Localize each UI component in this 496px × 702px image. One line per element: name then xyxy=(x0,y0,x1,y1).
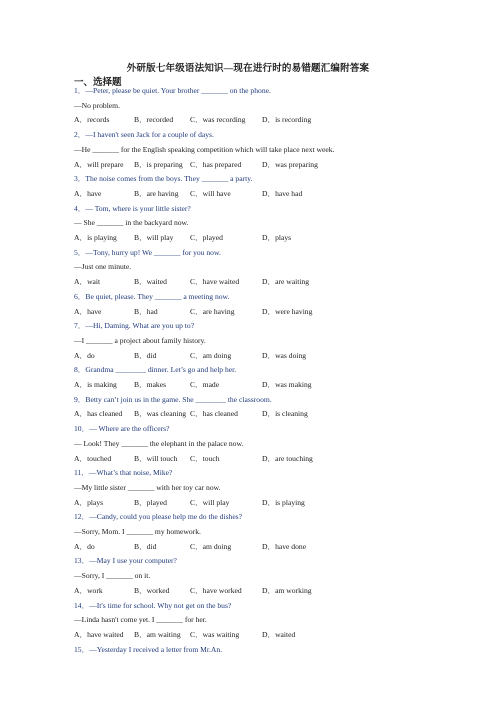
option-a[interactable]: A．work xyxy=(74,585,103,595)
document-title: 外研版七年级语法知识—现在进行时的易错题汇编附答案 xyxy=(126,64,370,74)
option-b[interactable]: B．waited xyxy=(134,277,167,287)
option-b[interactable]: B．are having xyxy=(134,188,179,198)
option-a[interactable]: A．wait xyxy=(74,277,101,287)
option-c[interactable]: C．have waited xyxy=(190,277,240,287)
dialogue-line: —Sorry, Mom. I _______ my homework. xyxy=(74,527,201,536)
option-b[interactable]: B．did xyxy=(134,541,157,551)
question-3 xyxy=(74,174,252,184)
option-d[interactable]: D．have done xyxy=(262,541,307,551)
option-a[interactable]: A．have xyxy=(74,188,102,198)
option-a[interactable]: A．do xyxy=(74,541,95,551)
dialogue-line: —Sorry, I _______ on it. xyxy=(74,571,151,581)
option-b[interactable]: B．is preparing xyxy=(134,159,183,169)
option-c[interactable]: C．made xyxy=(190,380,220,389)
question-text: —Peter, please be quiet. Your brother _______ on the phone. xyxy=(85,86,271,95)
question-text: —Hi, Daming. What are you up to? xyxy=(85,321,195,331)
option-b[interactable]: B．recorded xyxy=(134,115,174,125)
question-text: Be quiet, please. They _______ a meeting now. xyxy=(85,291,230,301)
option-c[interactable]: C．was recording xyxy=(190,115,246,125)
option-d[interactable]: D．was doing xyxy=(262,350,307,360)
option-b[interactable]: B．worked xyxy=(134,585,170,595)
question-15 xyxy=(74,645,222,655)
question-10 xyxy=(74,424,169,434)
option-b[interactable]: B．had xyxy=(134,306,158,316)
question-number: 10． xyxy=(74,424,90,434)
question-text: —I haven't seen Jack for a couple of days. xyxy=(85,130,214,140)
option-c[interactable]: C．will play xyxy=(190,497,230,507)
question-text: The noise comes from the boys. They _______ a party. xyxy=(85,174,253,184)
option-d[interactable]: D．am working xyxy=(262,585,312,595)
question-number: 13． xyxy=(74,556,90,566)
option-c[interactable]: C．has prepared xyxy=(190,159,242,169)
question-number: 8． xyxy=(74,365,86,375)
option-b[interactable]: B．will touch xyxy=(134,453,178,463)
option-c[interactable]: C．touch xyxy=(190,453,220,463)
option-c[interactable]: C．has cleaned xyxy=(190,409,238,419)
option-d[interactable]: D．was making xyxy=(262,380,312,389)
option-a[interactable]: A．records xyxy=(74,115,110,125)
option-c[interactable]: C．will have xyxy=(190,188,231,198)
option-b[interactable]: B．played xyxy=(134,497,167,507)
question-text: — Where are the officers? xyxy=(89,424,170,434)
option-b[interactable]: B．will play xyxy=(134,233,174,242)
option-c[interactable]: C．am doing xyxy=(190,541,232,551)
dialogue-line: —My little sister _______ with her toy car now. xyxy=(74,482,221,492)
option-d[interactable]: D．are waiting xyxy=(262,277,310,287)
option-b[interactable]: B．am waiting xyxy=(134,629,181,639)
question-number: 9． xyxy=(74,394,86,404)
option-c[interactable]: C．are having xyxy=(190,306,235,316)
dialogue-line: —I _______ a project about family history. xyxy=(74,335,206,345)
option-a[interactable]: A．is making xyxy=(74,380,117,389)
question-text: Betty can’t join us in the game. She ________ the classroom. xyxy=(85,394,272,404)
option-d[interactable]: D．waited xyxy=(262,629,296,639)
question-5 xyxy=(74,248,221,258)
question-8 xyxy=(74,365,236,375)
option-d[interactable]: D．was preparing xyxy=(262,159,318,169)
option-a[interactable]: A．have waited xyxy=(74,629,124,639)
question-13 xyxy=(74,556,177,566)
option-c[interactable]: C．was waiting xyxy=(190,629,240,639)
question-text: —May I use your computer? xyxy=(89,556,177,566)
question-text: —What’s that noise, Mike? xyxy=(88,468,173,478)
question-text: —Tony, hurry up! We _______ for you now. xyxy=(85,247,221,257)
option-d[interactable]: D．are touching xyxy=(262,453,313,463)
option-a[interactable]: A．will prepare xyxy=(74,159,124,169)
question-1 xyxy=(74,86,271,96)
option-d[interactable]: D．is playing xyxy=(262,497,305,507)
question-6 xyxy=(74,292,229,302)
question-number: 5． xyxy=(74,247,86,257)
option-c[interactable]: C．have worked xyxy=(190,585,242,595)
question-number: 6． xyxy=(74,291,86,301)
option-c[interactable]: C．played xyxy=(190,233,223,242)
question-14 xyxy=(74,601,231,611)
question-number: 11． xyxy=(74,468,89,478)
question-text: —Candy, could you please help me do the dishes? xyxy=(89,512,243,522)
option-d[interactable]: D．were having xyxy=(262,306,313,316)
option-b[interactable]: B．was cleaning xyxy=(134,409,187,419)
question-text: —Yesterday I received a letter from Mr.An. xyxy=(89,644,223,654)
option-a[interactable]: A．touched xyxy=(74,453,112,463)
question-number: 7． xyxy=(74,321,86,331)
option-d[interactable]: D．have had xyxy=(262,188,303,198)
question-number: 2． xyxy=(74,130,86,140)
question-number: 15． xyxy=(74,644,90,654)
question-7 xyxy=(74,321,194,331)
question-number: 4． xyxy=(74,203,86,213)
option-d[interactable]: D．is recording xyxy=(262,115,312,125)
question-9 xyxy=(74,395,272,405)
question-text: — Tom, where is your little sister? xyxy=(85,203,191,213)
question-4 xyxy=(74,204,191,214)
option-d[interactable]: D．is cleaning xyxy=(262,409,308,419)
question-text: Grandma ________ dinner. Let’s go and help her. xyxy=(85,365,237,375)
option-a[interactable]: A．plays xyxy=(74,497,104,507)
dialogue-line: —He _______ for the English speaking competition which will take place next week. xyxy=(74,144,335,154)
question-number: 3． xyxy=(74,174,86,184)
question-text: —It's time for school. Why not get on the bus? xyxy=(89,600,232,610)
option-a[interactable]: A．has cleaned xyxy=(74,409,123,419)
dialogue-line: —Linda hasn't come yet. I _______ for her. xyxy=(74,615,207,625)
question-number: 14． xyxy=(74,600,90,610)
dialogue-line: —Just one minute. xyxy=(74,262,132,272)
question-number: 1． xyxy=(74,86,86,95)
question-11 xyxy=(74,468,172,478)
option-b[interactable]: B．did xyxy=(134,350,157,360)
dialogue-line: — She _______ in the backyard now. xyxy=(74,218,189,228)
question-12 xyxy=(74,512,242,522)
dialogue-line: —No problem. xyxy=(74,100,120,110)
option-a[interactable]: A．is playing xyxy=(74,233,117,242)
option-a[interactable]: A．have xyxy=(74,306,102,316)
question-2 xyxy=(74,130,214,140)
option-c[interactable]: C．am doing xyxy=(190,350,232,360)
question-number: 12． xyxy=(74,512,90,522)
option-a[interactable]: A．do xyxy=(74,350,95,360)
option-b[interactable]: B．makes xyxy=(134,380,167,389)
option-d[interactable]: D．plays xyxy=(262,233,292,242)
section-heading: 一、选择题 xyxy=(74,78,122,88)
dialogue-line: — Look! They _______ the elephant in the palace now. xyxy=(74,438,244,448)
